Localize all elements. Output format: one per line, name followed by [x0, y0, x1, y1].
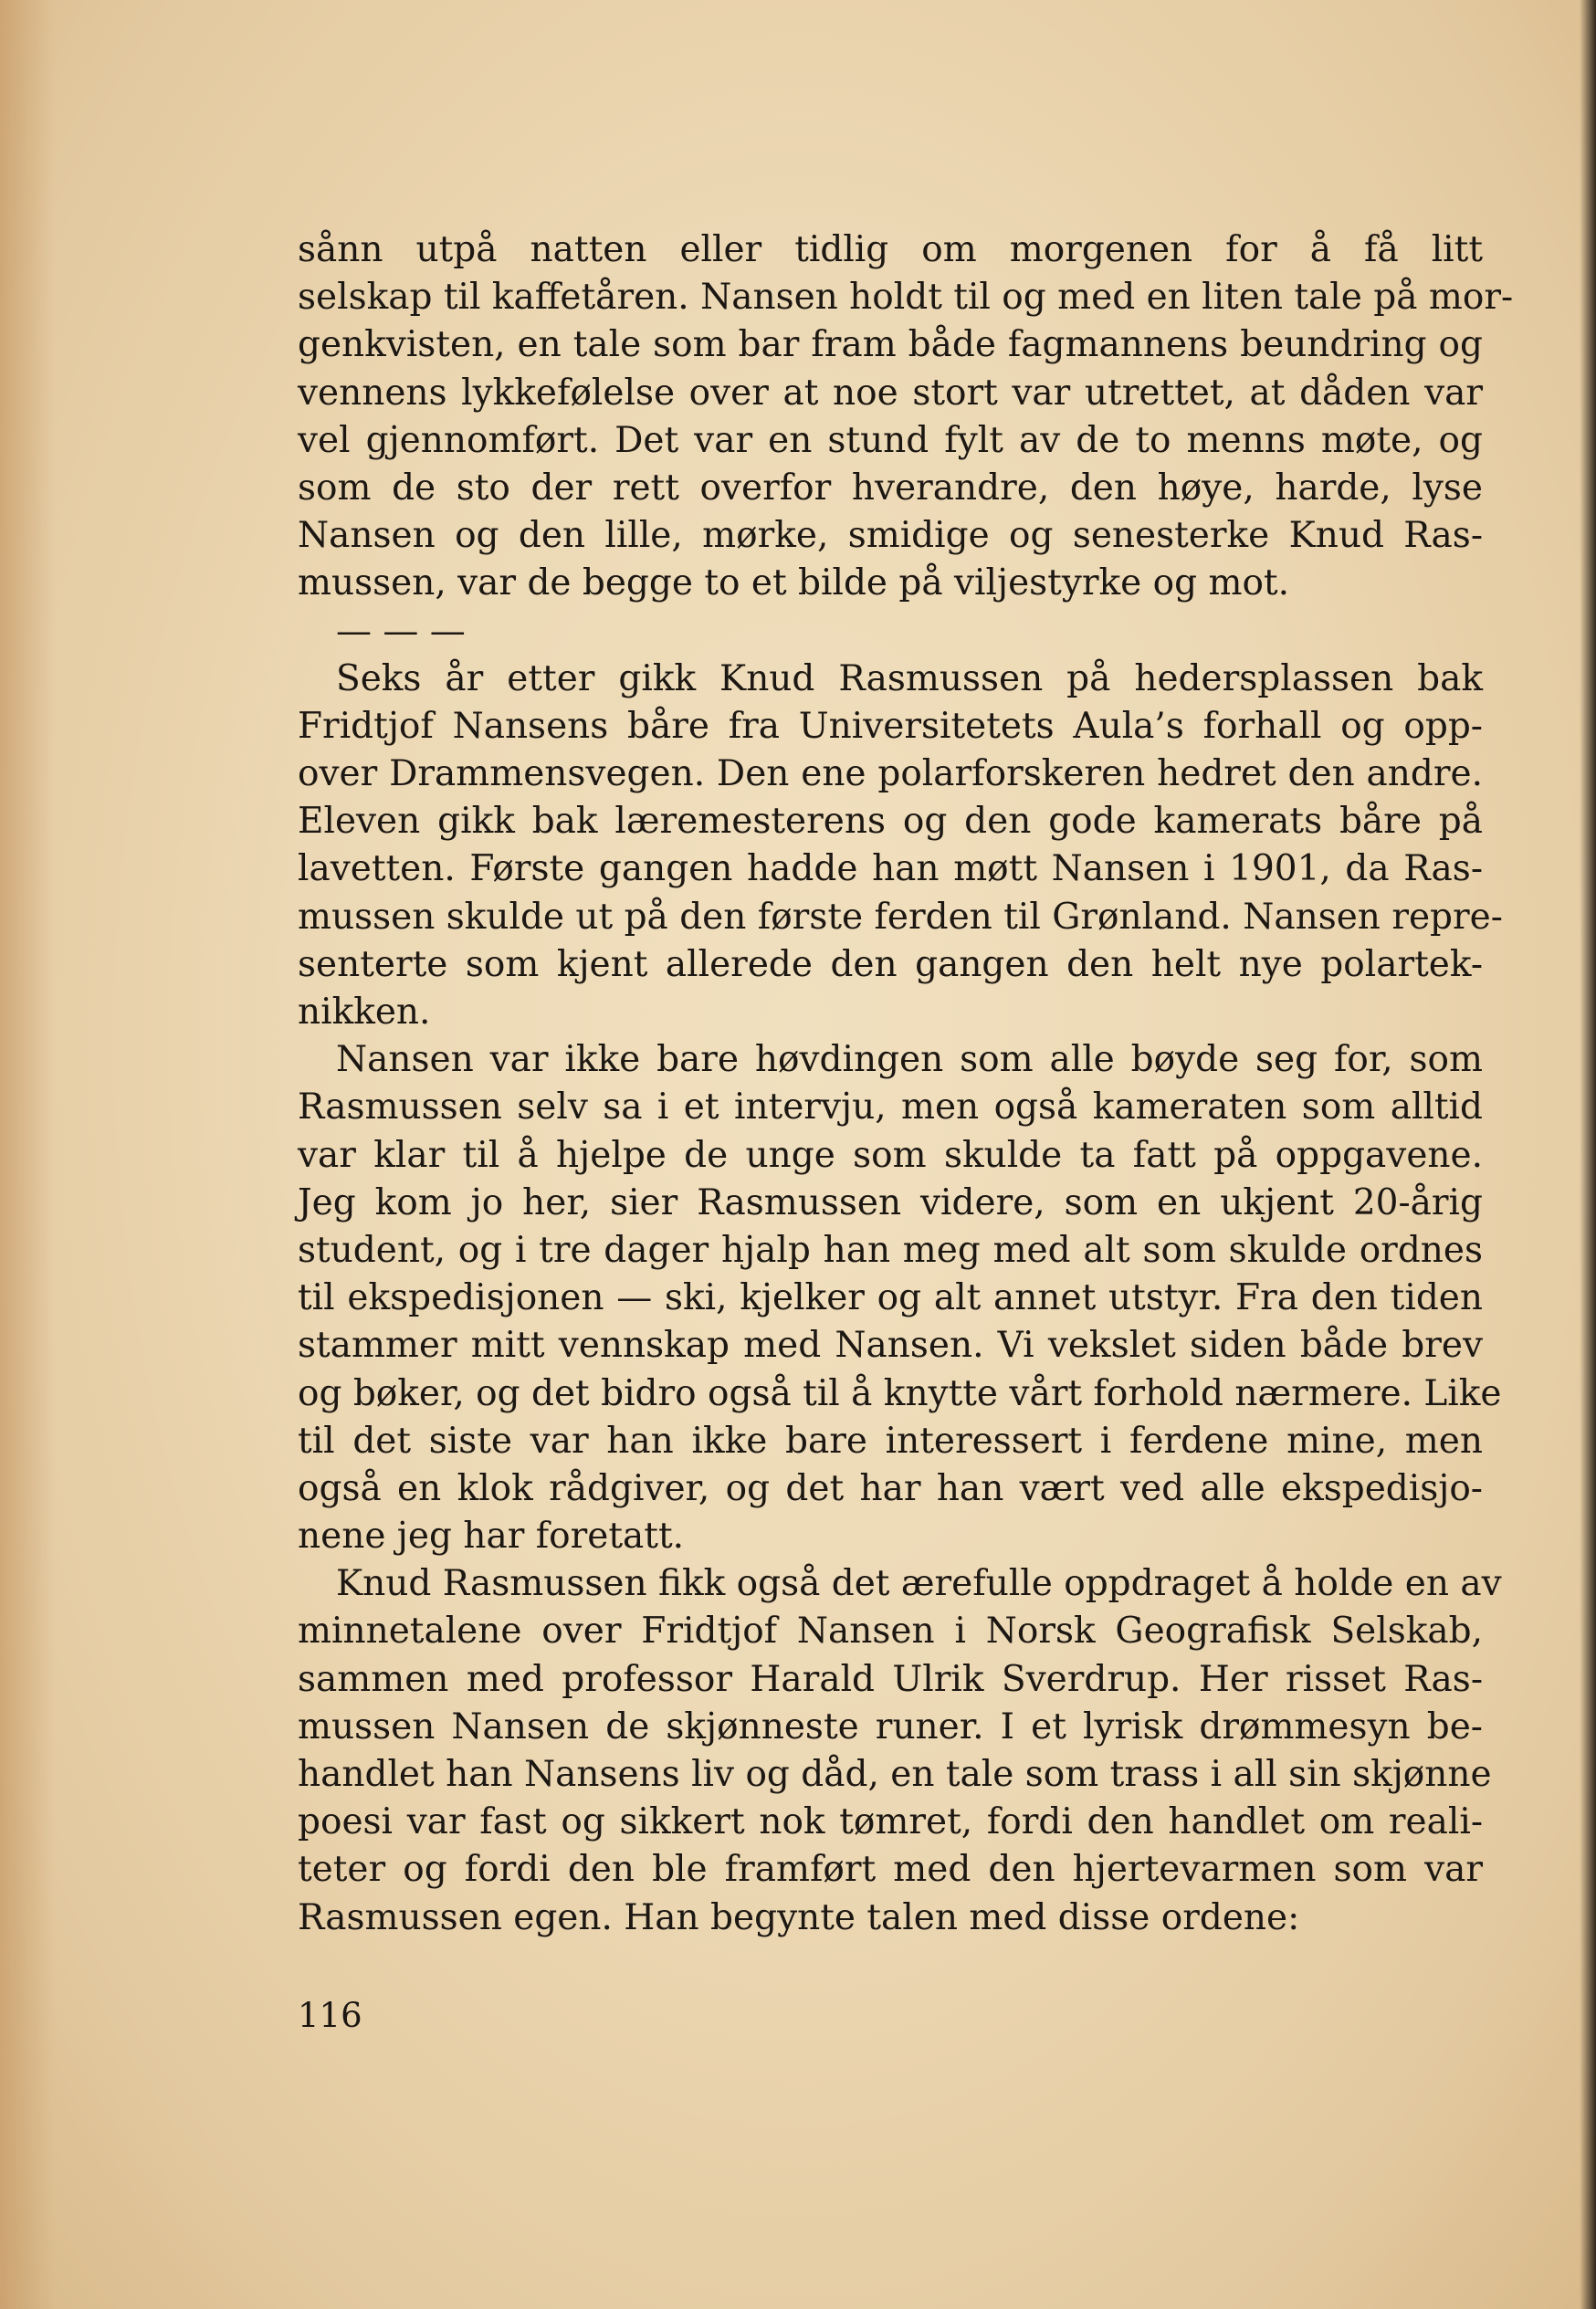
- text-line: mussen, var de begge to et bilde på viljestyrke og mot.: [298, 562, 1290, 604]
- text-line: var klar til å hjelpe de unge som skulde ta fatt på oppgavene.: [298, 1134, 1483, 1176]
- text-line: poesi var fast og sikkert nok tømret, fordi den handlet om reali-: [298, 1801, 1483, 1843]
- text-line: til det siste var han ikke bare interessert i ferdene mine, men: [298, 1420, 1483, 1462]
- text-line: som de sto der rett overfor hverandre, den høye, harde, lyse: [298, 467, 1483, 509]
- body-text: [298, 226, 1514, 1942]
- text-line: sammen med professor Harald Ulrik Sverdrup. Her risset Ras-: [298, 1658, 1483, 1700]
- text-line: Rasmussen egen. Han begynte talen med disse ordene:: [298, 1896, 1300, 1938]
- text-line: mussen skulde ut på den første ferden til Grønland. Nansen repre-: [298, 896, 1503, 938]
- text-line: Fridtjof Nansens båre fra Universitetets Aula’s forhall og opp-: [298, 705, 1483, 747]
- text-line: teter og fordi den ble framført med den hjertevarmen som var: [298, 1849, 1483, 1891]
- text-line: genkvisten, en tale som bar fram både fagmannens beundring og: [298, 324, 1483, 366]
- text-line: over Drammensvegen. Den ene polarforskeren hedret den andre.: [298, 753, 1483, 795]
- text-line: og bøker, og det bidro også til å knytte vårt forhold nærmere. Like: [298, 1372, 1502, 1414]
- text-line: til ekspedisjonen — ski, kjelker og alt annet utstyr. Fra den tiden: [298, 1277, 1483, 1319]
- text-line: nikken.: [298, 992, 431, 1033]
- text-line: handlet han Nansens liv og dåd, en tale som trass i all sin skjønne: [298, 1754, 1492, 1795]
- text-line: nene jeg har foretatt.: [298, 1516, 685, 1558]
- text-line: vel gjennomført. Det var en stund fylt av de to menns møte, og: [298, 419, 1483, 461]
- text-line: selskap til kaffetåren. Nansen holdt til og med en liten tale på mor-: [298, 277, 1514, 319]
- text-line: Nansen var ikke bare høvdingen som alle bøyde seg for, som: [336, 1039, 1483, 1081]
- text-line: også en klok rådgiver, og det har han vært ved alle ekspedisjo-: [298, 1467, 1483, 1509]
- text-line: student, og i tre dager hjalp han meg med alt som skulde ordnes: [298, 1229, 1483, 1271]
- text-line: sånn utpå natten eller tidlig om morgenen for å få litt: [298, 229, 1483, 270]
- text-line: lavetten. Første gangen hadde han møtt Nansen i 1901, da Ras-: [298, 848, 1483, 890]
- text-line: Rasmussen selv sa i et intervju, men også kameraten som alltid: [298, 1086, 1483, 1128]
- text-line: Jeg kom jo her, sier Rasmussen videre, som en ukjent 20-årig: [298, 1181, 1483, 1223]
- text-line: Seks år etter gikk Knud Rasmussen på hedersplassen bak: [336, 657, 1483, 699]
- text-line: senterte som kjent allerede den gangen den helt nye polartek-: [298, 943, 1483, 985]
- text-line: Eleven gikk bak læremesterens og den gode kamerats båre på: [298, 801, 1483, 843]
- text-line: stammer mitt vennskap med Nansen. Vi vekslet siden både brev: [298, 1325, 1483, 1367]
- text-line: Knud Rasmussen fikk også det ærefulle oppdraget å holde en av: [336, 1563, 1502, 1605]
- text-line: Nansen og den lille, mørke, smidige og senesterke Knud Ras-: [298, 515, 1483, 557]
- text-line: minnetalene over Fridtjof Nansen i Norsk Geografisk Selskab,: [298, 1611, 1483, 1653]
- text-line: mussen Nansen de skjønneste runer. I et lyrisk drømmesyn be-: [298, 1706, 1483, 1747]
- section-separator: — — —: [336, 610, 466, 652]
- text-line: vennens lykkefølelse over at noe stort var utrettet, at dåden var: [298, 372, 1483, 414]
- page-number: 116: [298, 1996, 362, 2035]
